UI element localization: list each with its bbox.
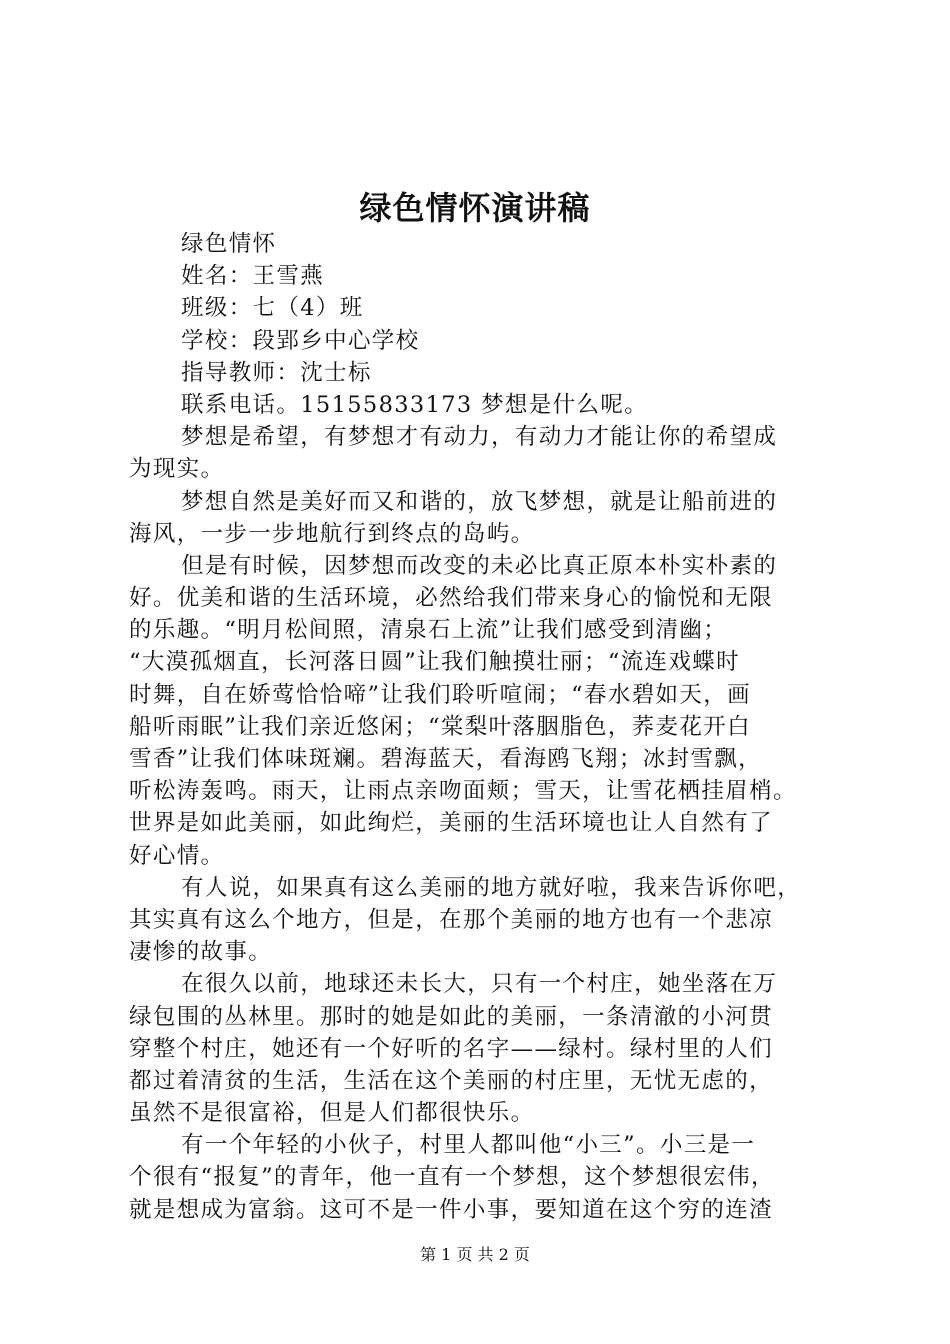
- paragraph-line: 梦想是希望，有梦想才有动力，有动力才能让你的希望成: [181, 424, 778, 451]
- paragraph-line: 有一个年轻的小伙子，村里人都叫他“小三”。小三是一: [181, 1132, 756, 1159]
- page-footer: 第 1 页 共 2 页: [420, 1245, 530, 1264]
- document-title: 绿色情怀演讲稿: [359, 189, 591, 227]
- header-line: 班级：七（4）班: [181, 295, 364, 322]
- paragraph-line: 凄惨的故事。: [129, 939, 273, 966]
- paragraph-line: 有人说，如果真有这么美丽的地方就好啦，我来告诉你吧，: [181, 874, 802, 901]
- paragraph-line: 在很久以前，地球还未长大，只有一个村庄，她坐落在万: [181, 971, 778, 998]
- paragraph-line: 的乐趣。“明月松间照，清泉石上流”让我们感受到清幽；: [129, 617, 728, 644]
- paragraph-line: 但是有时候，因梦想而改变的未必比真正原本朴实朴素的: [181, 552, 778, 579]
- header-line: 联系电话。15155833173 梦想是什么呢。: [181, 391, 649, 418]
- paragraph-line: 时舞，自在娇莺恰恰啼”让我们聆听喧闹；“春水碧如天，画: [129, 681, 751, 708]
- paragraph-line: 好心情。: [129, 842, 225, 869]
- header-line: 姓名：王雪燕: [181, 263, 325, 290]
- paragraph-line: 海风，一步一步地航行到终点的岛屿。: [129, 520, 535, 547]
- paragraph-line: 虽然不是很富裕，但是人们都很快乐。: [129, 1100, 535, 1127]
- paragraph-line: “大漠孤烟直，长河落日圆”让我们触摸壮丽；“流连戏蝶时: [129, 649, 740, 676]
- header-line: 绿色情怀: [181, 231, 277, 257]
- paragraph-line: 绿包围的丛林里。那时的她是如此的美丽，一条清澈的小河贯: [129, 1003, 773, 1030]
- paragraph-block: [129, 421, 829, 1226]
- paragraph-line: 梦想自然是美好而又和谐的，放飞梦想，就是让船前进的: [181, 488, 778, 515]
- paragraph-line: 世界是如此美丽，如此绚烂，美丽的生活环境也让人自然有了: [129, 810, 773, 837]
- document-body: [129, 228, 829, 1226]
- paragraph-line: 好。优美和谐的生活环境，必然给我们带来身心的愉悦和无限: [129, 585, 773, 612]
- paragraph-line: 船听雨眠”让我们亲近悠闲；“棠梨叶落胭脂色，荞麦花开白: [129, 713, 751, 740]
- header-block: [129, 228, 829, 421]
- paragraph-line: 雪香”让我们体味斑斓。碧海蓝天，看海鸥飞翔；冰封雪飘，: [129, 746, 762, 772]
- paragraph-line: 其实真有这么个地方，但是，在那个美丽的地方也有一个悲凉: [129, 906, 773, 933]
- paragraph-line: 就是想成为富翁。这可不是一件小事，要知道在这个穷的连渣: [129, 1196, 773, 1223]
- header-line: 指导教师：沈士标: [181, 359, 372, 386]
- paragraph-line: 都过着清贫的生活，生活在这个美丽的村庄里，无忧无虑的，: [129, 1067, 773, 1094]
- header-line: 学校：段郢乡中心学校: [181, 327, 420, 354]
- paragraph-line: 听松涛轰鸣。雨天，让雨点亲吻面颊；雪天，让雪花栖挂眉梢。: [129, 778, 797, 805]
- paragraph-line: 为现实。: [129, 456, 225, 483]
- paragraph-line: 穿整个村庄，她还有一个好听的名字——绿村。绿村里的人们: [129, 1035, 773, 1062]
- paragraph-line: 个很有“报复”的青年，他一直有一个梦想，这个梦想很宏伟，: [129, 1164, 775, 1191]
